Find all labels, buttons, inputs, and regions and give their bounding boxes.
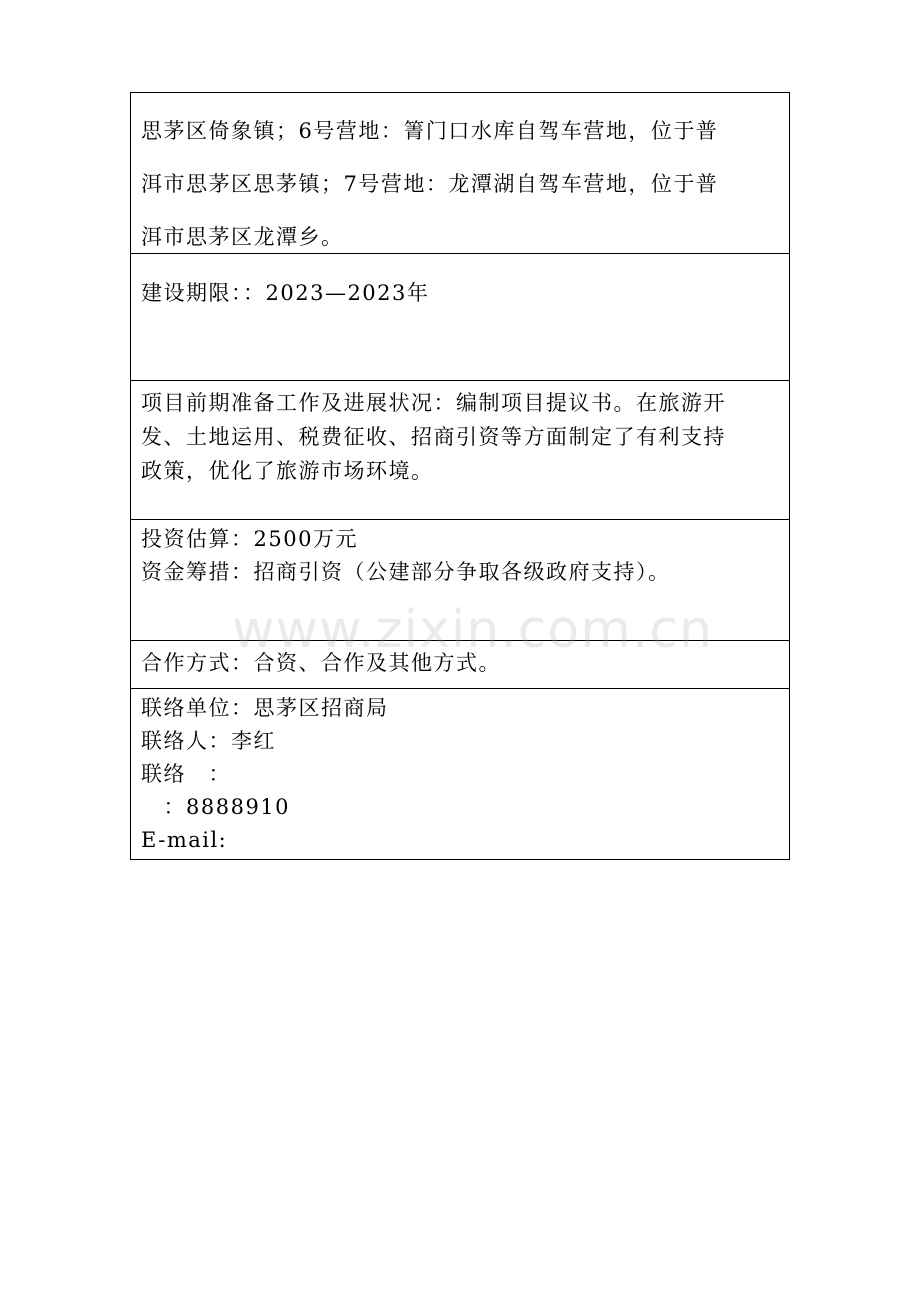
funding-source: 资金筹措：招商引资（公建部分争取各级政府支持）。 [141, 560, 671, 584]
contact-email: E-mail: [141, 828, 228, 852]
contact-unit: 联络单位：思茅区招商局 [141, 696, 389, 720]
location-cell [131, 93, 789, 253]
preparation-line-3: 政策，优化了旅游市场环境。 [141, 459, 434, 483]
preparation-line-1: 项目前期准备工作及进展状况：编制项目提议书。在旅游开 [141, 391, 726, 415]
cooperation-method: 合作方式：合资、合作及其他方式。 [141, 651, 501, 675]
contact-phone-value: ：8888910 [141, 795, 291, 819]
investment-cell [131, 519, 789, 640]
construction-period-cell [131, 253, 789, 380]
location-line-1: 思茅区倚象镇；6号营地：箐门口水库自驾车营地，位于普 [141, 119, 719, 143]
contact-person: 联络人：李红 [141, 729, 276, 753]
project-info-table [130, 92, 790, 860]
contact-phone-label: 联络 ： [141, 762, 231, 786]
location-line-3: 洱市思茅区龙潭乡。 [141, 225, 344, 249]
preparation-cell [131, 380, 789, 519]
preparation-line-2: 发、土地运用、税费征收、招商引资等方面制定了有利支持 [141, 425, 726, 449]
investment-estimate: 投资估算：2500万元 [141, 527, 358, 551]
construction-period-text: 建设期限：：2023—2023年 [141, 281, 430, 305]
location-line-2: 洱市思茅区思茅镇；7号营地：龙潭湖自驾车营地，位于普 [141, 172, 719, 196]
contact-cell [131, 688, 789, 859]
watermark-text: www.zixin.com.cn [232, 600, 713, 660]
cooperation-cell [131, 640, 789, 688]
